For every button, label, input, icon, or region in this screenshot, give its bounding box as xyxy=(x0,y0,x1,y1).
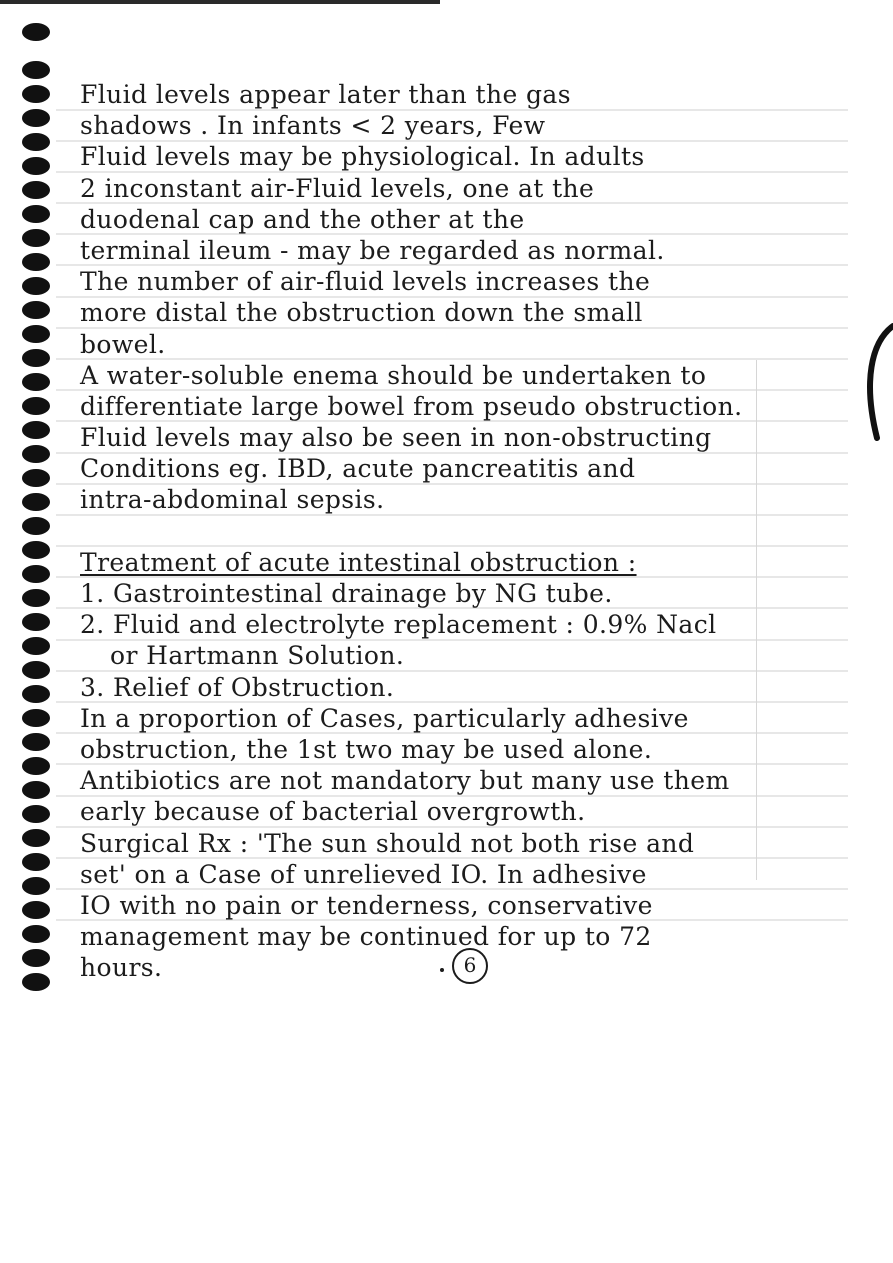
note-line: terminal ileum - may be regarded as normal. xyxy=(80,235,665,265)
note-line: Fluid levels may be physiological. In adults xyxy=(80,142,645,172)
treatment-heading: Treatment of acute intestinal obstruction : xyxy=(80,547,637,577)
note-line: A water-soluble enema should be undertaken to xyxy=(80,360,707,390)
note-line: more distal the obstruction down the small xyxy=(80,298,643,328)
note-line: IO with no pain or tenderness, conservative xyxy=(80,890,653,920)
handwritten-notes xyxy=(80,79,850,983)
note-line: Conditions eg. IBD, acute pancreatitis and xyxy=(80,454,636,484)
note-line: set' on a Case of unrelieved IO. In adhesive xyxy=(80,859,647,889)
page-top-edge xyxy=(0,0,440,4)
page-number-dot xyxy=(440,968,444,972)
note-line: obstruction, the 1st two may be used alone. xyxy=(80,734,653,764)
page-edge-curl xyxy=(853,322,893,442)
spiral-binding xyxy=(14,14,58,1014)
note-line: Surgical Rx : 'The sun should not both rise and xyxy=(80,828,695,858)
blank-line xyxy=(80,516,850,547)
note-line: shadows . In infants < 2 years, Few xyxy=(80,111,546,141)
page-number: 6 xyxy=(452,948,488,984)
note-line: bowel. xyxy=(80,329,166,359)
treatment-step: 1. Gastrointestinal drainage by NG tube. xyxy=(80,579,613,608)
note-line: Antibiotics are not mandatory but many use them xyxy=(80,766,730,796)
note-line: early because of bacterial overgrowth. xyxy=(80,797,586,827)
note-line: In a proportion of Cases, particularly adhesive xyxy=(80,703,689,733)
note-line: Fluid levels may also be seen in non-obstructing xyxy=(80,423,712,453)
note-line: hours. xyxy=(80,953,163,983)
note-line: differentiate large bowel from pseudo obstruction. xyxy=(80,391,743,421)
note-line: intra-abdominal sepsis. xyxy=(80,485,385,515)
note-line: 2 inconstant air-Fluid levels, one at the xyxy=(80,173,595,203)
note-line: duodenal cap and the other at the xyxy=(80,204,525,234)
treatment-step: 3. Relief of Obstruction. xyxy=(80,672,395,702)
note-line: Fluid levels appear later than the gas xyxy=(80,80,571,109)
note-line: The number of air-fluid levels increases the xyxy=(80,267,651,297)
note-line: management may be continued for up to 72 xyxy=(80,922,652,952)
treatment-step-continued: or Hartmann Solution. xyxy=(110,641,405,671)
treatment-step: 2. Fluid and electrolyte replacement : 0.9% Nacl xyxy=(80,610,717,640)
